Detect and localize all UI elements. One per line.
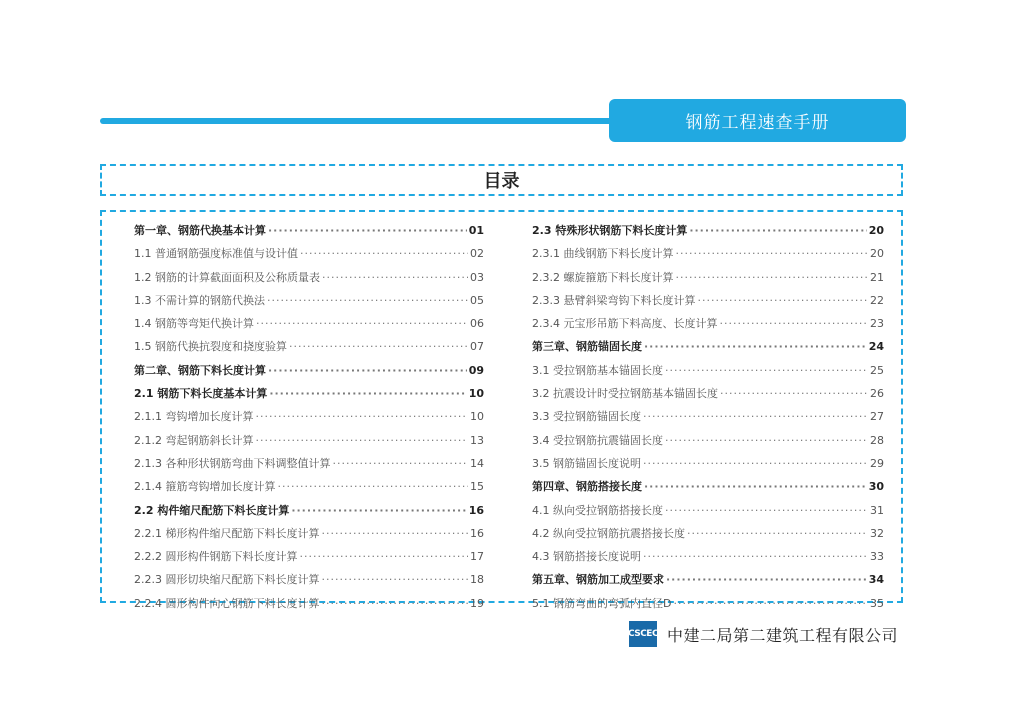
toc-leader-dots xyxy=(267,294,468,307)
toc-leader-dots xyxy=(332,457,468,470)
toc-entry-label: 2.2.3 圆形切块缩尺配筋下料长度计算 xyxy=(134,573,320,587)
toc-leader-dots xyxy=(268,364,467,377)
toc-entry[interactable] xyxy=(532,432,884,455)
toc-leader-dots xyxy=(676,247,869,260)
toc-entry[interactable] xyxy=(532,455,884,478)
toc-entry[interactable] xyxy=(532,502,884,525)
toc-leader-dots xyxy=(278,480,469,493)
toc-entry-page: 22 xyxy=(870,293,884,307)
toc-entry-page: 05 xyxy=(470,293,484,307)
toc-entry[interactable] xyxy=(532,362,884,385)
toc-entry-label: 2.1.1 弯钩增加长度计算 xyxy=(134,410,254,424)
toc-entry-page: 03 xyxy=(470,270,484,284)
toc-entry-label: 3.4 受拉钢筋抗震锚固长度 xyxy=(532,433,663,447)
toc-entry-label: 2.1.2 弯起钢筋斜长计算 xyxy=(134,433,254,447)
toc-entry-label: 2.3.4 元宝形吊筋下料高度、长度计算 xyxy=(532,317,718,331)
toc-leader-dots xyxy=(300,247,468,260)
toc-column-left xyxy=(134,222,484,618)
toc-entry-page: 02 xyxy=(470,247,484,261)
toc-entry-label: 2.3.1 曲线钢筋下料长度计算 xyxy=(532,247,674,261)
toc-entry[interactable] xyxy=(134,292,484,315)
toc-entry-page: 16 xyxy=(468,503,484,517)
toc-entry[interactable] xyxy=(134,478,484,501)
toc-entry[interactable] xyxy=(532,338,884,361)
toc-leader-dots xyxy=(643,457,868,470)
toc-leader-dots xyxy=(698,294,869,307)
toc-entry[interactable] xyxy=(532,525,884,548)
company-name: 中建二局第二建筑工程有限公司 xyxy=(667,625,899,645)
toc-entry-page: 09 xyxy=(468,363,484,377)
toc-entry-page: 13 xyxy=(470,433,484,447)
toc-leader-dots xyxy=(256,410,469,423)
toc-leader-dots xyxy=(720,387,868,400)
toc-entry-page: 19 xyxy=(470,596,484,610)
toc-entry[interactable] xyxy=(134,362,484,385)
toc-entry-label: 4.2 纵向受拉钢筋抗震搭接长度 xyxy=(532,526,685,540)
toc-entry-label: 第五章、钢筋加工成型要求 xyxy=(532,573,664,587)
toc-entry-label: 1.4 钢筋等弯矩代换计算 xyxy=(134,317,254,331)
toc-entry-page: 28 xyxy=(870,433,884,447)
toc-entry[interactable] xyxy=(532,245,884,268)
toc-entry[interactable] xyxy=(134,385,484,408)
toc-entry-label: 第四章、钢筋搭接长度 xyxy=(532,480,642,494)
toc-entry-label: 2.2.1 梯形构件缩尺配筋下料长度计算 xyxy=(134,526,320,540)
toc-entry-page: 17 xyxy=(470,550,484,564)
toc-entry-page: 16 xyxy=(470,526,484,540)
toc-entry-label: 第二章、钢筋下料长度计算 xyxy=(134,363,266,377)
toc-leader-dots xyxy=(665,434,868,447)
toc-entry[interactable] xyxy=(134,245,484,268)
toc-entry-label: 2.1.3 各种形状钢筋弯曲下料调整值计算 xyxy=(134,456,331,470)
toc-entry[interactable] xyxy=(532,478,884,501)
toc-entry-label: 2.3.2 螺旋箍筋下料长度计算 xyxy=(532,270,674,284)
toc-leader-dots xyxy=(644,480,867,493)
toc-entry-page: 33 xyxy=(870,550,884,564)
toc-entry[interactable] xyxy=(532,385,884,408)
toc-entry-label: 第三章、钢筋锚固长度 xyxy=(532,340,642,354)
toc-entry-page: 15 xyxy=(470,480,484,494)
toc-leader-dots xyxy=(643,410,868,423)
toc-entry-label: 2.1 钢筋下料长度基本计算 xyxy=(134,387,268,401)
toc-entry-page: 25 xyxy=(870,363,884,377)
toc-entry-page: 24 xyxy=(868,340,884,354)
toc-entry[interactable] xyxy=(134,595,484,618)
company-logo-icon xyxy=(629,621,657,647)
toc-entry-label: 第一章、钢筋代换基本计算 xyxy=(134,224,266,237)
toc-entry[interactable] xyxy=(532,408,884,431)
toc-entry[interactable] xyxy=(134,432,484,455)
toc-entry-label: 2.2.2 圆形构件钢筋下料长度计算 xyxy=(134,550,298,564)
toc-entry-page: 23 xyxy=(870,317,884,331)
toc-entry-label: 1.1 普通钢筋强度标准值与设计值 xyxy=(134,247,298,261)
toc-leader-dots xyxy=(665,364,868,377)
toc-entry-label: 5.1 钢筋弯曲的弯弧内直径D xyxy=(532,596,672,610)
toc-leader-dots xyxy=(300,550,469,563)
toc-entry-label: 2.3 特殊形状钢筋下料长度计算 xyxy=(532,224,688,237)
toc-leader-dots xyxy=(256,317,468,330)
manual-title-badge: 钢筋工程速查手册 xyxy=(609,99,906,142)
toc-entry-label: 2.2 构件缩尺配筋下料长度计算 xyxy=(134,503,290,517)
toc-entry-label: 2.2.4 圆形构件向心钢筋下料长度计算 xyxy=(134,596,320,610)
toc-entry-page: 27 xyxy=(870,410,884,424)
toc-leader-dots xyxy=(644,340,867,353)
toc-leader-dots xyxy=(687,527,868,540)
toc-entry-label: 3.5 钢筋锚固长度说明 xyxy=(532,456,641,470)
toc-entry-label: 3.3 受拉钢筋锚固长度 xyxy=(532,410,641,424)
toc-entry-page: 06 xyxy=(470,317,484,331)
toc-entry[interactable] xyxy=(134,455,484,478)
toc-entry-page: 20 xyxy=(868,224,884,237)
toc-leader-dots xyxy=(321,527,468,540)
toc-entry[interactable] xyxy=(134,269,484,292)
toc-entry[interactable] xyxy=(532,222,884,245)
toc-leader-dots xyxy=(321,597,468,610)
toc-entry-page: 35 xyxy=(870,596,884,610)
toc-entry-page: 07 xyxy=(470,340,484,354)
toc-leader-dots xyxy=(673,597,868,610)
toc-entry[interactable] xyxy=(134,222,484,245)
table-of-contents xyxy=(100,210,903,610)
toc-entry-label: 4.1 纵向受拉钢筋搭接长度 xyxy=(532,503,663,517)
toc-leader-dots xyxy=(268,224,467,237)
toc-entry[interactable] xyxy=(134,525,484,548)
toc-column-right xyxy=(532,222,884,618)
toc-entry[interactable] xyxy=(134,338,484,361)
toc-entry-page: 30 xyxy=(868,480,884,494)
toc-entry[interactable] xyxy=(134,548,484,571)
toc-entry-label: 3.1 受拉钢筋基本锚固长度 xyxy=(532,363,663,377)
toc-leader-dots xyxy=(256,434,469,447)
toc-entry-label: 1.2 钢筋的计算截面面积及公称质量表 xyxy=(134,270,320,284)
toc-entry[interactable] xyxy=(134,408,484,431)
toc-entry-page: 32 xyxy=(870,526,884,540)
toc-entry-label: 2.1.4 箍筋弯钩增加长度计算 xyxy=(134,480,276,494)
toc-entry-page: 14 xyxy=(470,456,484,470)
logo-text: CSCEC xyxy=(627,629,659,639)
toc-leader-dots xyxy=(643,550,868,563)
toc-entry[interactable] xyxy=(532,315,884,338)
header-rule xyxy=(100,118,620,124)
toc-entry-label: 1.5 钢筋代换抗裂度和挠度验算 xyxy=(134,340,287,354)
toc-entry-page: 18 xyxy=(470,573,484,587)
toc-entry[interactable] xyxy=(532,548,884,571)
toc-leader-dots xyxy=(719,317,868,330)
toc-entry-page: 10 xyxy=(468,387,484,401)
toc-entry-label: 2.3.3 悬臂斜梁弯钩下料长度计算 xyxy=(532,293,696,307)
toc-entry[interactable] xyxy=(134,315,484,338)
toc-entry[interactable] xyxy=(134,571,484,594)
toc-title: 目录 xyxy=(100,164,903,196)
toc-leader-dots xyxy=(322,271,468,284)
toc-entry-page: 21 xyxy=(870,270,884,284)
toc-entry[interactable] xyxy=(532,269,884,292)
toc-leader-dots xyxy=(289,340,468,353)
toc-entry[interactable] xyxy=(532,292,884,315)
toc-entry-page: 34 xyxy=(868,573,884,587)
toc-entry-page: 26 xyxy=(870,387,884,401)
toc-entry-page: 10 xyxy=(470,410,484,424)
toc-entry[interactable] xyxy=(532,571,884,594)
toc-entry-page: 31 xyxy=(870,503,884,517)
toc-entry-label: 3.2 抗震设计时受拉钢筋基本锚固长度 xyxy=(532,387,718,401)
toc-entry-label: 1.3 不需计算的钢筋代换法 xyxy=(134,293,265,307)
toc-entry-page: 29 xyxy=(870,456,884,470)
toc-leader-dots xyxy=(676,271,869,284)
toc-entry[interactable] xyxy=(532,595,884,618)
toc-entry[interactable] xyxy=(134,502,484,525)
toc-entry-page: 01 xyxy=(468,224,484,237)
toc-leader-dots xyxy=(269,387,466,400)
toc-leader-dots xyxy=(665,504,868,517)
toc-leader-dots xyxy=(666,573,867,586)
toc-leader-dots xyxy=(321,573,468,586)
toc-leader-dots xyxy=(689,224,866,237)
toc-entry-label: 4.3 钢筋搭接长度说明 xyxy=(532,550,641,564)
toc-leader-dots xyxy=(291,504,466,517)
toc-entry-page: 20 xyxy=(870,247,884,261)
footer xyxy=(629,621,898,647)
